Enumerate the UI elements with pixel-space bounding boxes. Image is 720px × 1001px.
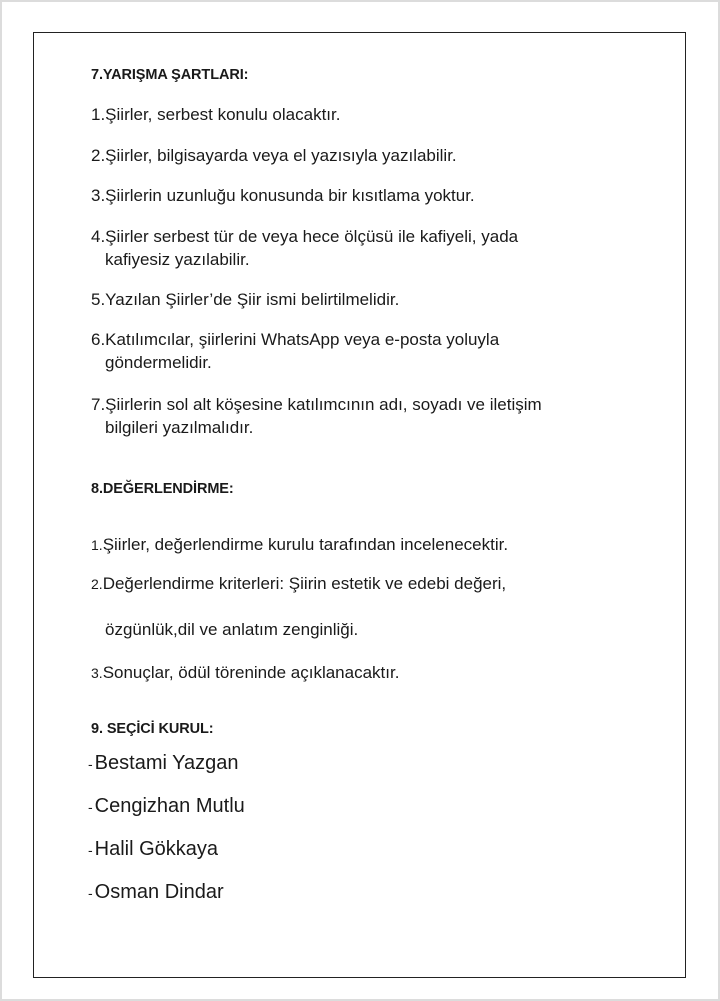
list-item: 3.Şiirlerin uzunluğu konusunda bir kısıtlama yoktur. <box>91 186 475 205</box>
section-heading-yarisma-sartlari: 7.YARIŞMA ŞARTLARI: <box>91 67 249 83</box>
dash-bullet: - <box>88 799 93 815</box>
committee-member <box>88 881 224 904</box>
member-name: Halil Gökkaya <box>94 838 219 860</box>
document-border <box>33 32 686 978</box>
list-item-line: bilgileri yazılmalıdır. <box>105 418 254 437</box>
list-item <box>91 661 399 685</box>
member-name: Bestami Yazgan <box>94 752 239 774</box>
list-item: 5.Yazılan Şiirler’de Şiir ismi belirtilmelidir. <box>91 290 400 309</box>
committee-member <box>88 752 238 775</box>
list-item <box>91 533 508 557</box>
committee-member <box>88 795 245 818</box>
dash-bullet: - <box>88 885 93 901</box>
member-name: Osman Dindar <box>94 881 224 903</box>
list-item-continuation: özgünlük,dil ve anlatım zenginliği. <box>105 620 359 639</box>
member-name: Cengizhan Mutlu <box>94 795 245 817</box>
list-item-line: 7.Şiirlerin sol alt köşesine katılımcının adı, soyadı ve iletişim <box>91 395 542 414</box>
list-item <box>91 393 542 439</box>
list-item-number: 3. <box>91 665 103 681</box>
list-item-number: 1. <box>91 537 103 553</box>
dash-bullet: - <box>88 756 93 772</box>
list-item-text: Değerlendirme kriterleri: Şiirin estetik ve edebi değeri, <box>102 574 507 593</box>
dash-bullet: - <box>88 842 93 858</box>
list-item-line: kafiyesiz yazılabilir. <box>105 250 250 269</box>
section-heading-secici-kurul: 9. SEÇİCİ KURUL: <box>91 721 214 737</box>
list-item <box>91 225 518 271</box>
list-item-line: 6.Katılımcılar, şiirlerini WhatsApp veya e-posta yoluyla <box>91 330 500 349</box>
section-heading-degerlendirme: 8.DEĞERLENDİRME: <box>91 481 234 497</box>
list-item: 1.Şiirler, serbest konulu olacaktır. <box>91 105 341 124</box>
list-item-line: göndermelidir. <box>105 353 212 372</box>
list-item <box>91 572 506 596</box>
committee-member <box>88 838 218 861</box>
list-item-text: Sonuçlar, ödül töreninde açıklanacaktır. <box>102 663 400 682</box>
list-item-line: 4.Şiirler serbest tür de veya hece ölçüsü ile kafiyeli, yada <box>91 227 519 246</box>
list-item: 2.Şiirler, bilgisayarda veya el yazısıyla yazılabilir. <box>91 146 457 165</box>
list-item-text: Şiirler, değerlendirme kurulu tarafından incelenecektir. <box>102 535 509 554</box>
list-item <box>91 328 499 374</box>
list-item-number: 2. <box>91 576 103 592</box>
